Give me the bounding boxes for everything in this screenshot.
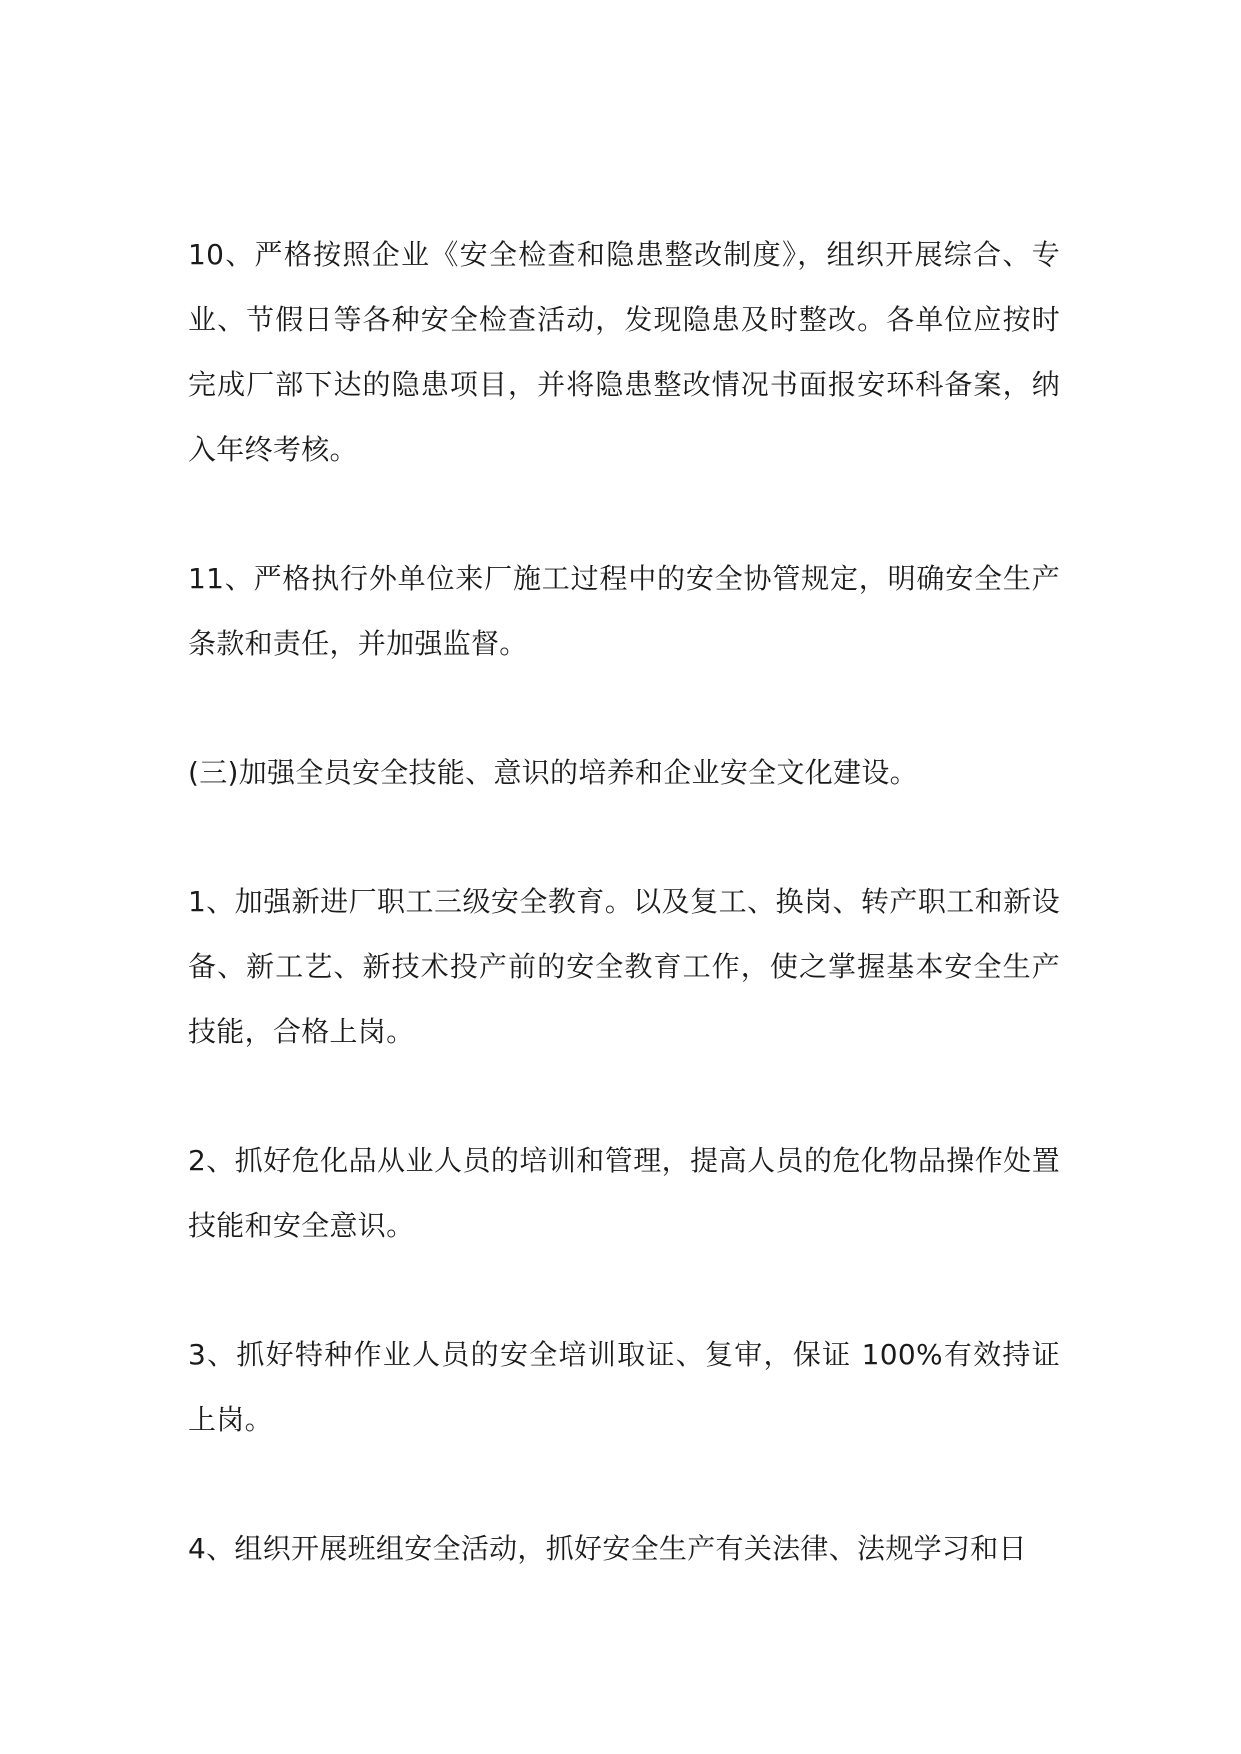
- paragraph-item-4: 4、组织开展班组安全活动，抓好安全生产有关法律、法规学习和日: [188, 1532, 1027, 1565]
- section-heading: (三)加强全员安全技能、意识的培养和企业安全文化建设。: [188, 756, 918, 789]
- paragraph-item-2: 2、抓好危化品从业人员的培训和管理，提高人员的危化物品操作处置技能和安全意识。: [188, 1144, 1060, 1242]
- paragraph-item-3: 3、抓好特种作业人员的安全培训取证、复审，保证 100%有效持证上岗。: [188, 1338, 1060, 1436]
- paragraph-item-11: 11、严格执行外单位来厂施工过程中的安全协管规定，明确安全生产条款和责任，并加强监督。: [188, 562, 1060, 660]
- paragraph-item-10: 10、严格按照企业《安全检查和隐患整改制度》，组织开展综合、专业、节假日等各种安全检查活动，发现隐患及时整改。各单位应按时完成厂部下达的隐患项目，并将隐患整改情况书面报安环科备案，纳入年终考核。: [188, 238, 1060, 466]
- document-body: [188, 222, 1060, 1645]
- paragraph-item-1: 1、加强新进厂职工三级安全教育。以及复工、换岗、转产职工和新设备、新工艺、新技术投产前的安全教育工作，使之掌握基本安全生产技能，合格上岗。: [188, 885, 1060, 1048]
